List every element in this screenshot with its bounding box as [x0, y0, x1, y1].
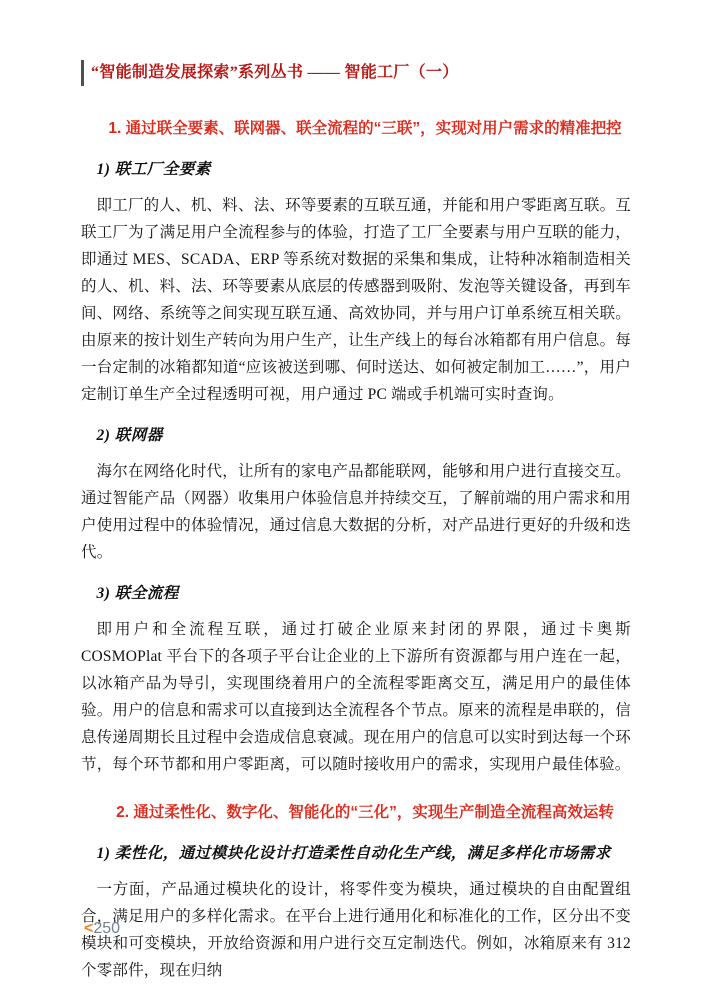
section-2-heading: 2. 通过柔性化、数字化、智能化的“三化”，实现生产制造全流程高效运转 — [116, 804, 614, 821]
section-gap — [81, 778, 631, 798]
section-1-subheading-2: 2) 联网器 — [96, 427, 163, 444]
page-content — [81, 60, 631, 984]
section-2-paragraph-1: 一方面，产品通过模块化的设计，将零件变为模块，通过模块的自由配置组合，满足用户的多样化需求。在平台上进行通用化和标准化的工作，区分出不变模块和可变模块，开放给资源和用户进行交互定制迭代。例如，冰箱原来有 312 个零部件，现在归纳 — [81, 881, 631, 979]
section-1-heading: 1. 通过联全要素、联网器、联全流程的“三联”，实现对用户需求的精准把控 — [108, 120, 622, 137]
section-1-paragraph-3: 即用户和全流程互联，通过打破企业原来封闭的界限，通过卡奥斯 COSMOPlat 平台下的各项子平台让企业的上下游所有资源都与用户连在一起，以冰箱产品为导引，实现围绕着用户的全流程零距离交互，满足用户的最佳体验。用户的信息和需求可以直接到达全流程各个节点。原来的流程是串联的，信息传递周期长且过程中会造成信息衰减。现在用户的信息可以实时到达每一个环节，每个环节都和用户零距离，可以随时接收用户的需求，实现用户最佳体验。 — [81, 621, 631, 773]
section-1-subheading-3: 3) 联全流程 — [96, 585, 179, 602]
section-2-subheading-1: 1) 柔性化，通过模块化设计打造柔性自动化生产线，满足多样化市场需求 — [96, 845, 611, 862]
running-head-title: “智能制造发展探索”系列丛书 —— 智能工厂（一） — [91, 64, 459, 81]
running-head — [81, 60, 631, 86]
page-number — [84, 919, 120, 939]
running-head-accent-bar — [81, 60, 84, 86]
section-1-subheading-1: 1) 联工厂全要素 — [96, 161, 211, 178]
page-number-value: 250 — [93, 920, 121, 937]
page-number-arrow: < — [84, 920, 94, 937]
section-1-paragraph-2: 海尔在网络化时代，让所有的家电产品都能联网，能够和用户进行直接交互。通过智能产品（网器）收集用户体验信息并持续交互，了解前端的用户需求和用户使用过程中的体验情况，通过信息大数据的分析，对产品进行更好的升级和迭代。 — [81, 463, 631, 561]
section-1-paragraph-1: 即工厂的人、机、料、法、环等要素的互联互通，并能和用户零距离互联。互联工厂为了满足用户全流程参与的体验，打造了工厂全要素与用户互联的能力，即通过 MES、SCADA、ERP 等系统对数据的采集和集成，让特种冰箱制造相关的人、机、料、法、环等要素从底层的传感器到吸附、发泡等关键设备，再到车间、网络、系统等之间实现互联互通、高效协同，并与用户订单系统互相关联。由原来的按计划生产转向为用户生产，让生产线上的每台冰箱都有用户信息。每一台定制的冰箱都知道“应该被送到哪、何时送达、如何被定制加工……”，用户定制订单生产全过程透明可视，用户通过 PC 端或手机端可实时查询。 — [81, 197, 631, 403]
